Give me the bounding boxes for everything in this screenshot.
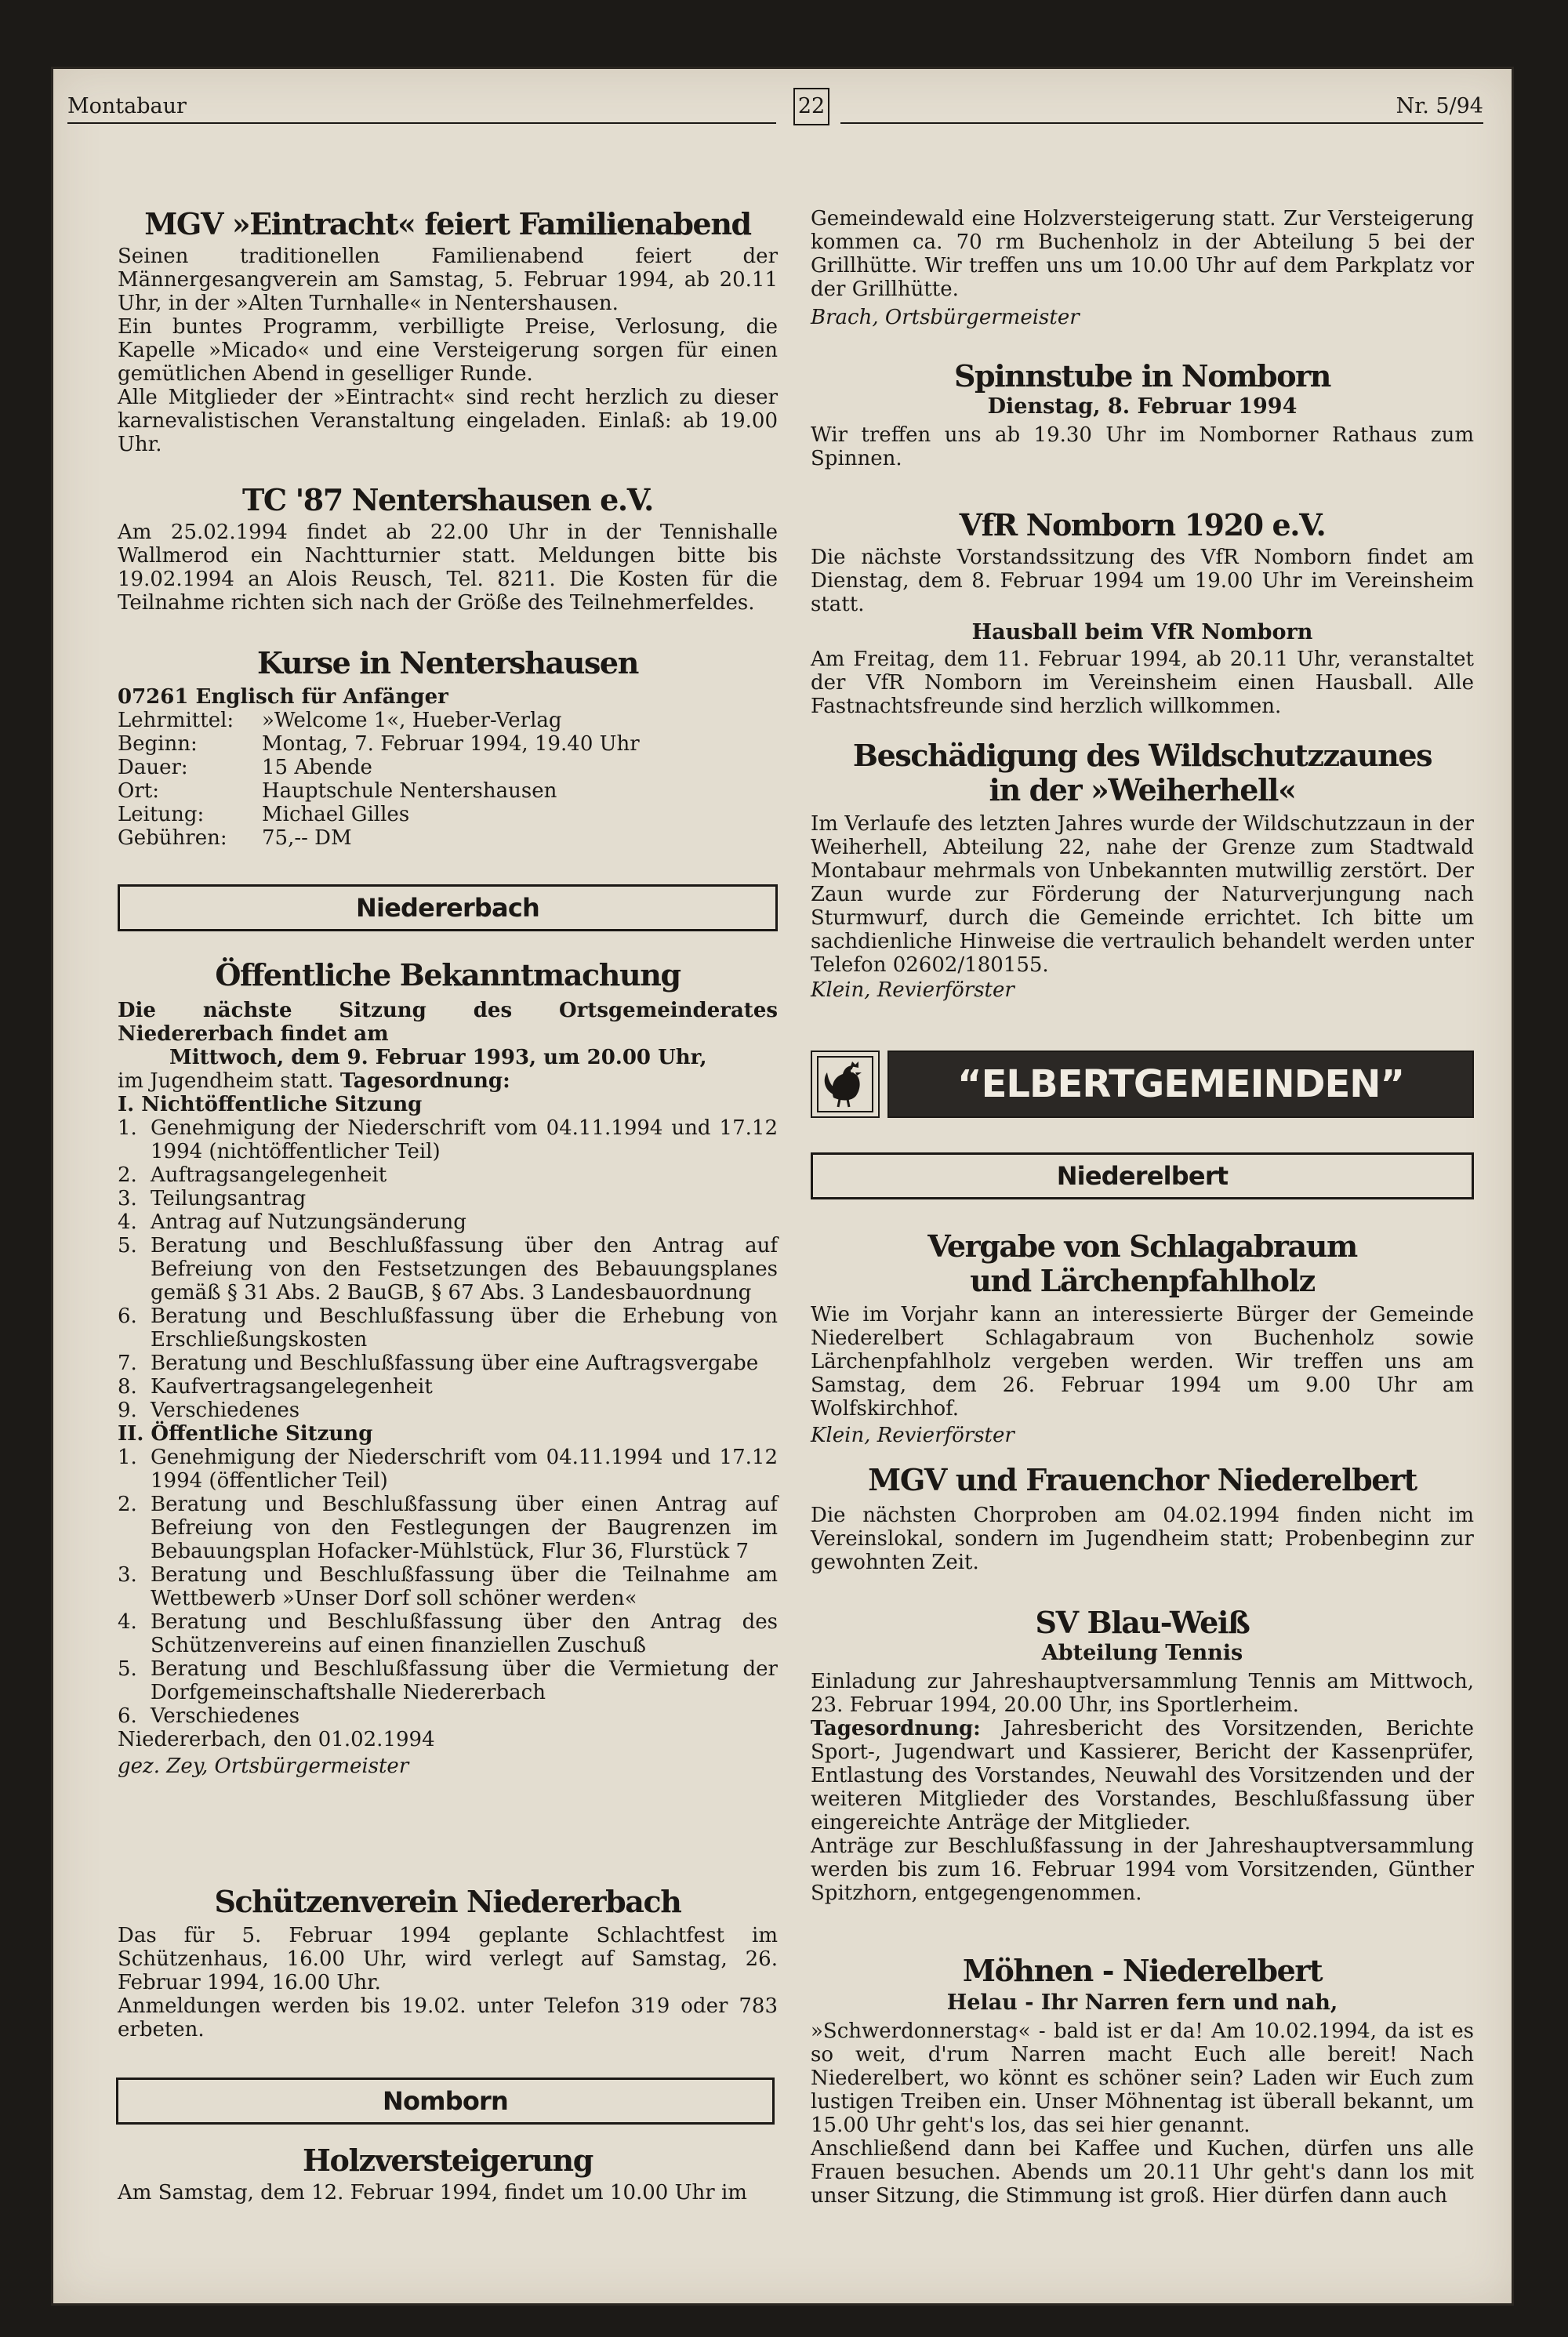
article-title: MGV »Eintracht« feiert Familienabend [144, 206, 751, 241]
rooster-icon [811, 1051, 880, 1118]
paragraph: Gemeindewald eine Holzversteigerung statt. Zur Versteigerung kommen ca. 70 rm Buchenholz in der Abteilung 5 bei der Grillhütte. Wir treffen uns um 10.00 Uhr auf dem Parkplatz vor der Grillhütte. [811, 207, 1474, 301]
agenda-label: Tagesordnung: [811, 1717, 981, 1740]
article-holz [118, 2143, 778, 2205]
header-town: Montabaur [67, 94, 187, 118]
article-bekanntmachung [118, 958, 778, 1778]
list-item: 9. Verschiedenes [118, 1399, 300, 1422]
course-row: Ort: Hauptschule Nentershausen [118, 779, 557, 803]
paragraph: Am 25.02.1994 findet ab 22.00 Uhr in der Tennishalle Wallmerod ein Nachtturnier statt. Meldungen bitte bis 19.02.1994 an Alois Reusch, Tel. 8211. Die Kosten für die Teilnahme richten sich nach der Größe des Teilnehmerfeldes. [118, 521, 778, 615]
signature: Klein, Revierförster [811, 1424, 1014, 1447]
article-title: Öffentliche Bekanntmachung [215, 957, 681, 992]
course-row: Beginn: Montag, 7. Februar 1994, 19.40 Uhr [118, 732, 640, 756]
signature: Brach, Ortsbürgermeister [811, 306, 1080, 329]
list-item: 5. Beratung und Beschlußfassung über die Vermietung der Dorfgemeinschaftshalle Niedererbach [118, 1657, 778, 1704]
section-box-niederelbert: Niederelbert [811, 1152, 1474, 1199]
article-title-line2: in der »Weiherhell« [989, 772, 1296, 807]
article-vergabe [811, 1229, 1474, 1447]
list-item: 8. Kaufvertragsangelegenheit [118, 1375, 433, 1399]
list-item: 6. Verschiedenes [118, 1704, 300, 1728]
article-subtitle: Dienstag, 8. Februar 1994 [987, 394, 1298, 419]
paragraph: Am Samstag, dem 12. Februar 1994, findet um 10.00 Uhr im [118, 2181, 747, 2205]
article-title: Vergabe von Schlagabraum [927, 1228, 1357, 1264]
article-spinnstube [811, 359, 1474, 470]
paragraph: Seinen traditionellen Familienabend feiert der Männergesangverein am Samstag, 5. Februar 1994, ab 20.11 Uhr, in der »Alten Turnhalle« in Nentershausen. [118, 245, 778, 315]
article-subtitle: Hausball beim VfR Nomborn [971, 620, 1313, 644]
paragraph: Die nächste Sitzung des Ortsgemeinderates Niedererbach findet am [118, 999, 778, 1046]
paragraph: Die nächsten Chorproben am 04.02.1994 finden nicht im Vereinslokal, sondern im Jugendheim statt; Probenbeginn zur gewohnten Zeit. [811, 1504, 1474, 1574]
article-frauenchor [811, 1463, 1474, 1574]
paragraph: Wie im Vorjahr kann an interessierte Bürger der Gemeinde Niederelbert Schlagabraum von Buchenholz sowie Lärchenpfahlholz vergeben werden. Wir treffen uns am Samstag, dem 26. Februar 1994 um 9.00 Uhr am Wolfskirchhof. [811, 1303, 1474, 1421]
agenda-heading: II. Öffentliche Sitzung [118, 1422, 373, 1446]
list-item: 6. Beratung und Beschlußfassung über die Erhebung von Erschließungskosten [118, 1305, 778, 1352]
course-row: Lehrmittel: »Welcome 1«, Hueber-Verlag [118, 709, 562, 732]
list-item: 7. Beratung und Beschlußfassung über eine Auftragsvergabe [118, 1352, 759, 1375]
article-title: TC '87 Nentershausen e.V. [242, 482, 653, 517]
paragraph: Im Verlaufe des letzten Jahres wurde der Wildschutzzaun in der Weiherhell, Abteilung 22, nahe der Grenze zum Stadtwald Montabaur mehrmals von Unbekannten mutwillig zerstört. Der Zaun wurde zur Förderung der Naturverjungung nach Sturmwurf, durch die Gemeinde errichtet. Ich bitte um sachdienliche Hinweise die vertraulich behandelt werden unter Telefon 02602/180155. [811, 812, 1474, 977]
agenda-text: Jahresbericht des Vorsitzenden, Berichte Sport-, Jugendwart und Kassierer, Bericht der Kassenprüfer, Entlastung des Vorstandes, Neuwahl des Vorsitzenden und der weiteren Mitglieder des Vorstandes, Beschlußfassung über eingereichte Anträge der Mitglieder. [811, 1717, 1474, 1834]
paragraph: Anschließend dann bei Kaffee und Kuchen, dürfen uns alle Frauen besuchen. Abends um 20.11 Uhr geht's dann los mit unser Sitzung, die Stimmung ist groß. Hier dürfen dann auch [811, 2137, 1474, 2208]
course-row: Dauer: 15 Abende [118, 756, 372, 779]
closing-line: Niedererbach, den 01.02.1994 [118, 1728, 435, 1751]
header-rule-right [840, 122, 1483, 124]
signature: gez. Zey, Ortsbürgermeister [118, 1755, 409, 1778]
paragraph: Anmeldungen werden bis 19.02. unter Telefon 319 oder 783 erbeten. [118, 1994, 778, 2041]
agenda-label: Tagesordnung: [339, 1069, 510, 1093]
page-header [67, 94, 1483, 121]
article-tc [118, 483, 778, 615]
list-item: 1. Genehmigung der Niederschrift vom 04.11.1994 und 17.12 1994 (öffentlicher Teil) [118, 1446, 778, 1493]
paragraph: Einladung zur Jahreshauptversammlung Tennis am Mittwoch, 23. Februar 1994, 20.00 Uhr, ins Sportlerheim. [811, 1670, 1474, 1717]
course-details [118, 709, 640, 850]
paragraph: Am Freitag, dem 11. Februar 1994, ab 20.11 Uhr, veranstaltet der VfR Nomborn im Vereinsheim einen Hausball. Alle Fastnachtsfreunde sind herzlich willkommen. [811, 648, 1474, 718]
article-title: Schützenverein Niedererbach [214, 1884, 681, 1919]
paragraph: Anträge zur Beschlußfassung in der Jahreshauptversammlung werden bis zum 16. Februar 1994 vom Vorsitzenden, Günther Spitzhorn, entgegengenommen. [811, 1834, 1474, 1905]
article-title-line2: und Lärchenpfahlholz [970, 1263, 1315, 1298]
list-item: 3. Beratung und Beschlußfassung über die Teilnahme am Wettbewerb »Unser Dorf soll schöner werden« [118, 1563, 778, 1610]
list-item: 2. Auftragsangelegenheit [118, 1163, 387, 1187]
paragraph: »Schwerdonnerstag« - bald ist er da! Am 10.02.1994, da ist es so weit, d'rum Narren macht Euch alle bereit! Nach Niederelbert, wo könnt es schöner sein? Laden wir Euch zum lustigen Treiben ein. Unser Möhnentag ist überall bekannt, um 15.00 Uhr geht's los, das sei hier genannt. [811, 2019, 1474, 2137]
section-box-nomborn: Nomborn [116, 2078, 775, 2125]
header-rule-left [67, 122, 776, 124]
article-title: Beschädigung des Wildschutzzaunes [852, 738, 1432, 773]
course-title: 07261 Englisch für Anfänger [118, 685, 448, 709]
article-title: Holzversteigerung [303, 2143, 593, 2178]
paragraph [118, 1069, 778, 1093]
course-row: Gebühren: 75,-- DM [118, 826, 352, 850]
agenda-list-nonpublic [118, 1116, 778, 1422]
article-title: Möhnen - Niederelbert [962, 1953, 1323, 1988]
list-item: 5. Beratung und Beschlußfassung über den Antrag auf Befreiung von den Festsetzungen des Bebauungsplanes gemäß § 31 Abs. 2 BauGB, § 67 Abs. 3 Landesbauordnung [118, 1234, 778, 1305]
article-schuetzen [118, 1885, 778, 2041]
article-subtitle: Helau - Ihr Narren fern und nah, [946, 1990, 1338, 2015]
meeting-place: im Jugendheim statt. [118, 1069, 334, 1093]
article-kurse [118, 646, 778, 850]
list-item: 2. Beratung und Beschlußfassung über einen Antrag auf Befreiung von den Festlegungen der Baugrenzen im Bebauungsplan Hofacker-Mühlstück, Flur 36, Flurstück 7 [118, 1493, 778, 1563]
article-mgv [118, 207, 778, 456]
article-holz-continued [811, 207, 1474, 329]
banner-title: “ELBERTGEMEINDEN” [887, 1051, 1474, 1118]
paragraph: Die nächste Vorstandssitzung des VfR Nomborn findet am Dienstag, dem 8. Februar 1994 um 19.00 Uhr im Vereinsheim statt. [811, 546, 1474, 616]
article-wildschutz [811, 738, 1474, 1002]
elbertgemeinden-banner [811, 1051, 1474, 1118]
article-title: Kurse in Nentershausen [257, 645, 638, 680]
article-title: Spinnstube in Nomborn [953, 358, 1330, 394]
meeting-date: Mittwoch, dem 9. Februar 1993, um 20.00 Uhr, [169, 1046, 707, 1069]
right-column [811, 132, 1474, 2233]
page-number: 22 [793, 88, 829, 125]
paragraph [811, 1717, 1474, 1834]
paragraph: Alle Mitglieder der »Eintracht« sind recht herzlich zu dieser karnevalistischen Veranstaltung eingeladen. Einlaß: ab 19.00 Uhr. [118, 386, 778, 456]
article-title: MGV und Frauenchor Niederelbert [868, 1462, 1417, 1497]
article-subtitle: Abteilung Tennis [1041, 1641, 1243, 1665]
section-box-niedererbach: Niedererbach [118, 884, 778, 931]
article-vfr [811, 508, 1474, 718]
list-item: 4. Beratung und Beschlußfassung über den Antrag des Schützenvereins auf einen finanziellen Zuschuß [118, 1610, 778, 1657]
list-item: 3. Teilungsantrag [118, 1187, 307, 1210]
signature: Klein, Revierförster [811, 978, 1014, 1002]
issue-number: Nr. 5/94 [1396, 94, 1483, 118]
list-item: 4. Antrag auf Nutzungsänderung [118, 1210, 466, 1234]
left-column [118, 132, 778, 2233]
article-title: VfR Nomborn 1920 e.V. [959, 507, 1326, 543]
article-moehnen [811, 1954, 1474, 2208]
paragraph: Das für 5. Februar 1994 geplante Schlachtfest im Schützenhaus, 16.00 Uhr, wird verlegt auf Samstag, 26. Februar 1994, 16.00 Uhr. [118, 1924, 778, 1994]
article-sv-blau-weiss [811, 1606, 1474, 1905]
list-item: 1. Genehmigung der Niederschrift vom 04.11.1994 und 17.12 1994 (nichtöffentlicher Teil) [118, 1116, 778, 1163]
article-title: SV Blau-Weiß [1035, 1605, 1250, 1640]
agenda-heading: I. Nichtöffentliche Sitzung [118, 1093, 423, 1116]
agenda-list-public [118, 1446, 778, 1728]
paragraph: Wir treffen uns ab 19.30 Uhr im Nomborner Rathaus zum Spinnen. [811, 423, 1474, 470]
paragraph: Ein buntes Programm, verbilligte Preise, Verlosung, die Kapelle »Micado« und eine Versteigerung sorgen für einen gemütlichen Abend in geselliger Runde. [118, 315, 778, 386]
course-row: Leitung: Michael Gilles [118, 803, 410, 826]
